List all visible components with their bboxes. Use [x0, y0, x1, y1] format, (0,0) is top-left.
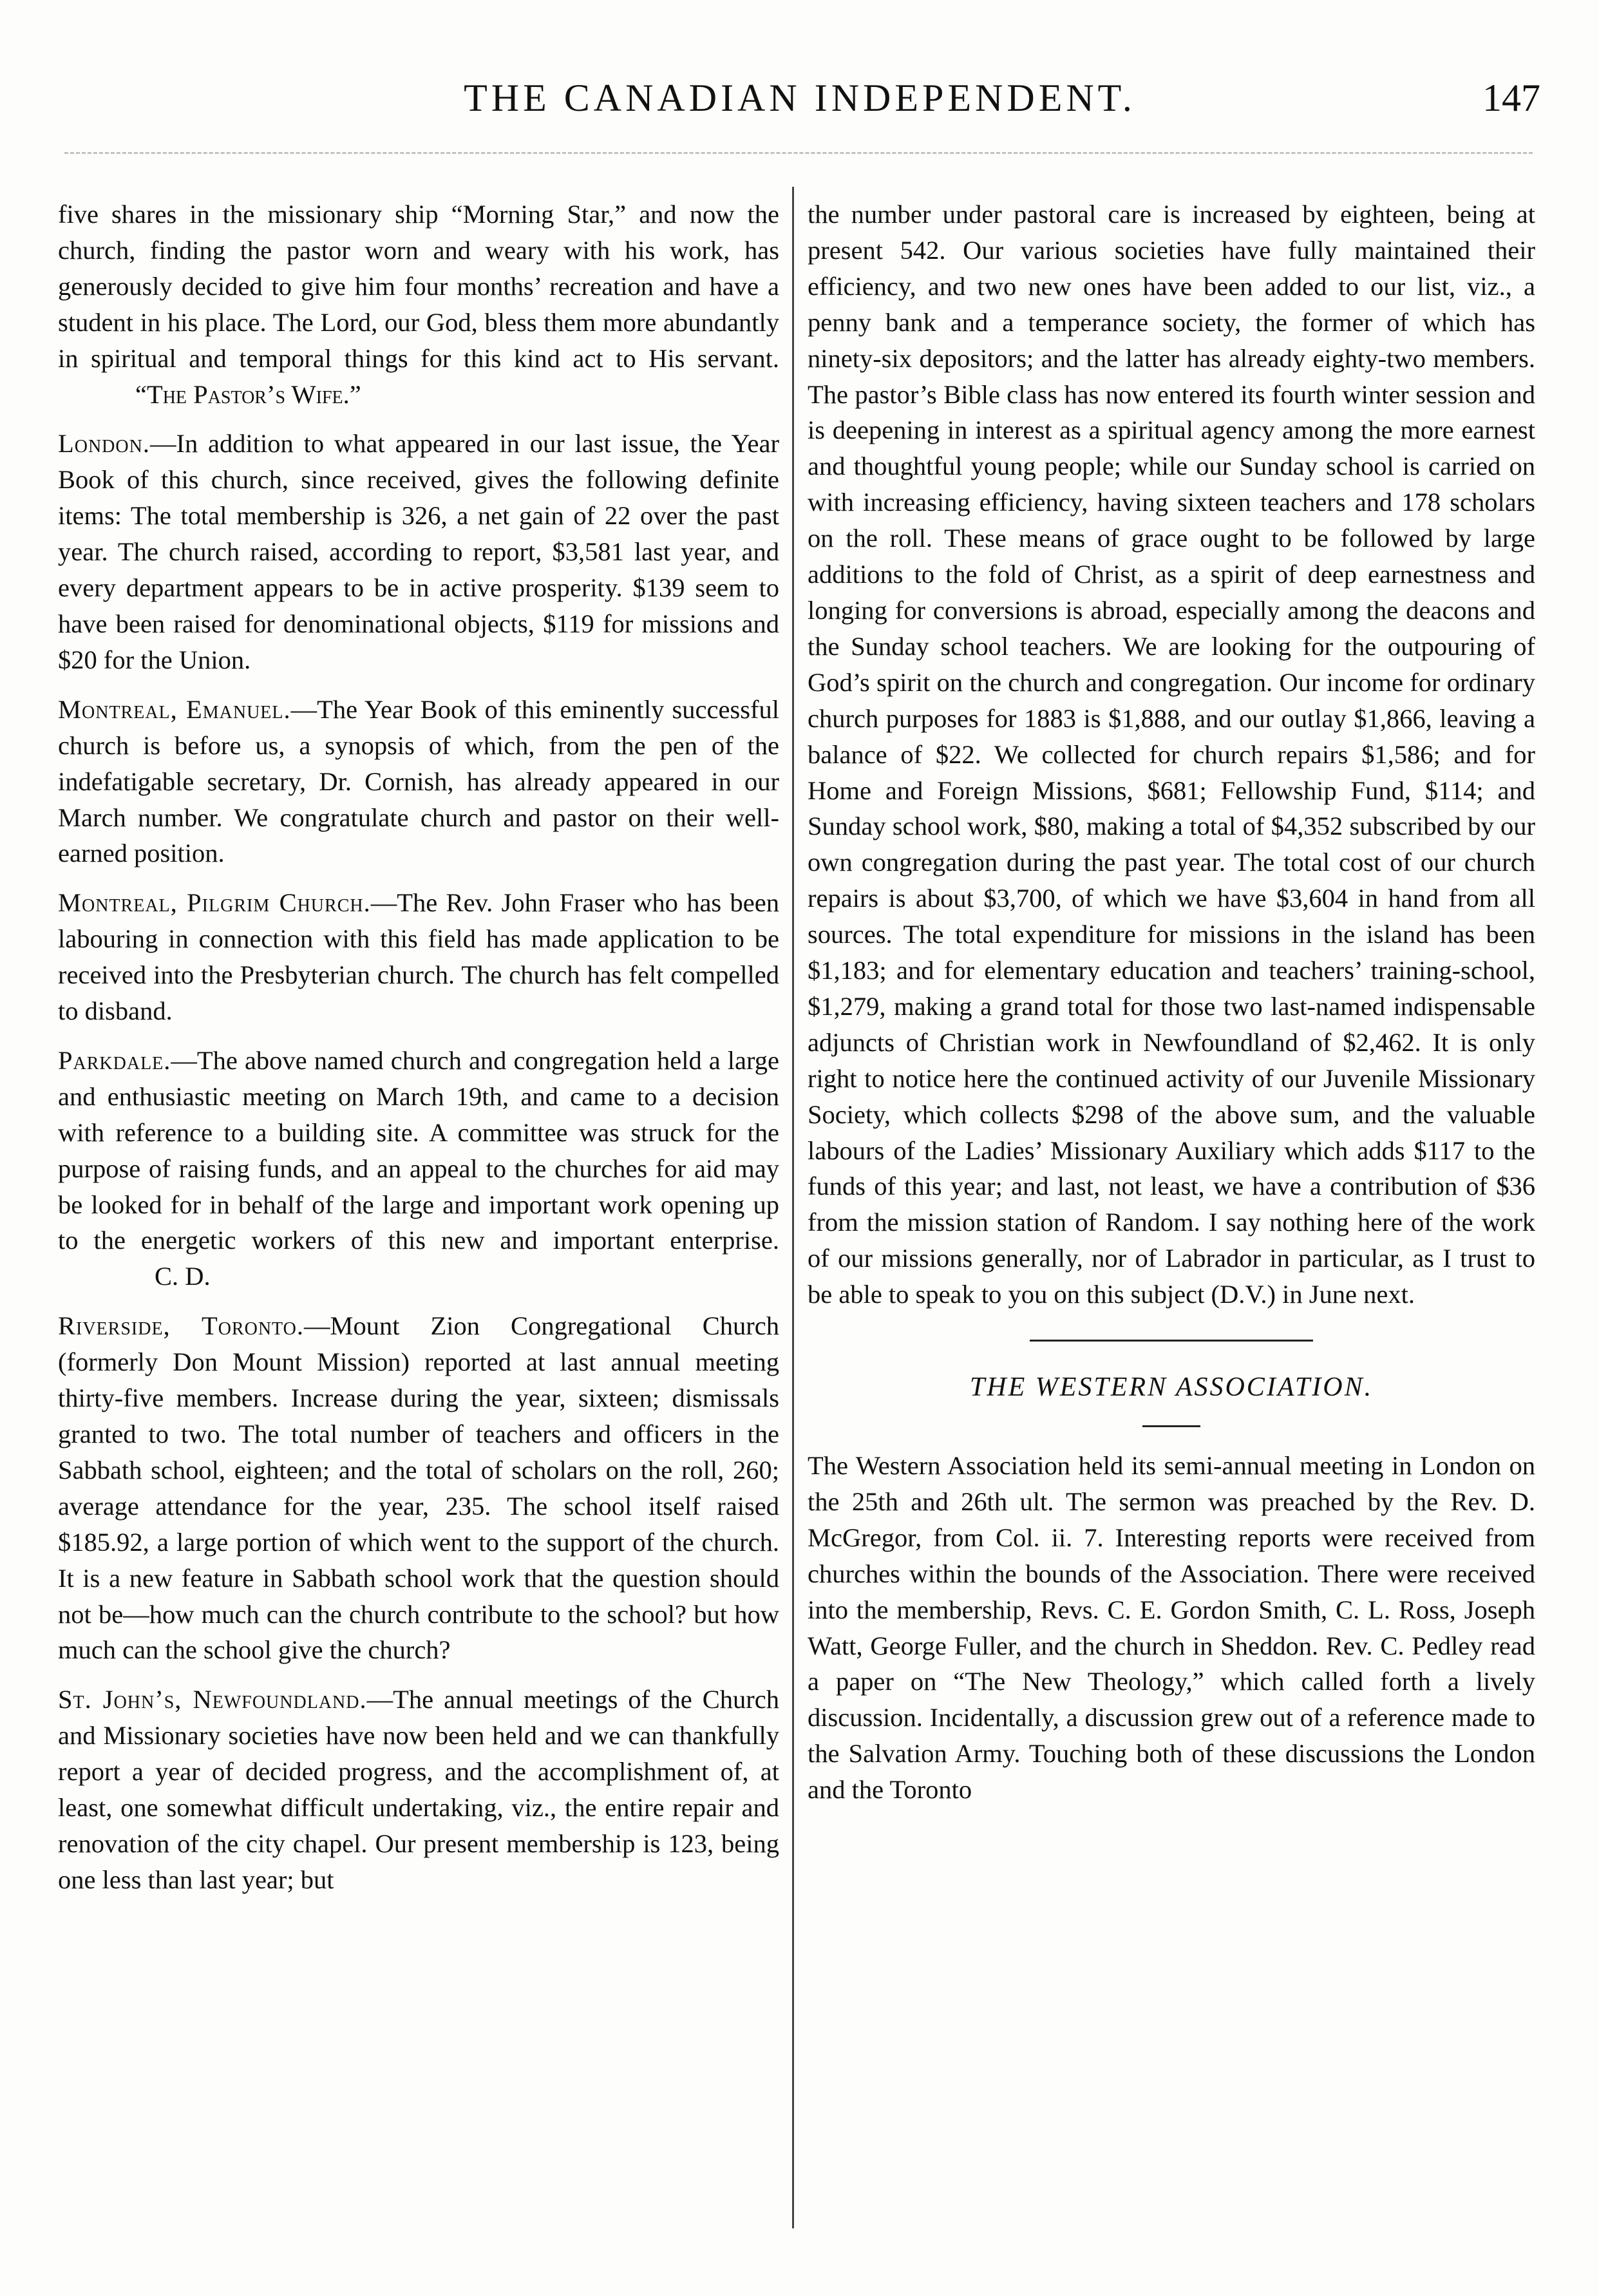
page-number: 147 [1482, 77, 1540, 119]
article-montreal-pilgrim [58, 885, 779, 1029]
right-column [808, 196, 1535, 1821]
article-text: —The Year Book of this eminently successful church is before us, a synopsis of which, from the pen of the indefatigable secretary, Dr. Cornish, has already appeared in our March number. We congratulate church and pastor on their well-earned position. [58, 694, 779, 868]
article-riverside [58, 1308, 779, 1668]
article-montreal-emanuel [58, 692, 779, 872]
article-signature: C. D. [155, 1262, 211, 1291]
column-divider [792, 187, 794, 2228]
article-heading: St. John’s, Newfoundland. [58, 1685, 367, 1714]
left-column [58, 196, 779, 1912]
article-london [58, 426, 779, 678]
article-text: —The above named church and congregation held a large and enthusiastic meeting on March 19th, and came to a decision with reference to a building site. A committee was struck for the purpose of raising funds, and an appeal to the churches for aid may be looked for in behalf of the large and important work opening up to the energetic workers of this new and important enterprise. [58, 1045, 779, 1255]
article-text: five shares in the missionary ship “Morning Star,” and now the church, finding the pastor worn and weary with his work, has generously decided to give him four months’ recreation and have a student in his place. The Lord, our God, bless them more abundantly in spiritual and temporal things for this kind act to His servant. [58, 200, 779, 373]
article-pastors-wife [58, 196, 779, 412]
section-rule [1030, 1340, 1313, 1342]
section-title-rule [1142, 1425, 1200, 1427]
article-heading: Parkdale. [58, 1045, 171, 1075]
article-western-association: The Western Association held its semi-annual meeting in London on the 25th and 26th ult. The sermon was preached by the Rev. D. McGregor, from Col. ii. 7. Interesting reports were received from churches within the bounds of the Association. There were received into the membership, Revs. C. E. Gordon Smith, C. L. Ross, Joseph Watt, George Fuller, and the church in Sheddon. Rev. C. Pedley read a paper on “The New Theology,” which called forth a lively discussion. Incidentally, a discussion grew out of a reference made to the Salvation Army. Touching both of these discussions the London and the Toronto [808, 1451, 1535, 1805]
article-signature: “The Pastor’s Wife.” [135, 379, 361, 409]
article-heading: London. [58, 429, 150, 459]
journal-title: THE CANADIAN INDEPENDENT. [464, 77, 1136, 119]
article-heading: Montreal, Emanuel. [58, 694, 291, 724]
running-header [59, 76, 1540, 134]
article-text: —In addition to what appeared in our last issue, the Year Book of this church, since received, gives the following definite items: The total membership is 326, a net gain of 22 over the past year. The church raised, according to report, $3,581 last year, and every department appears to be in active prosperity. $139 seem to have been raised for denominational objects, $119 for missions and $20 for the Union. [58, 429, 779, 674]
article-st-johns [58, 1682, 779, 1897]
article-heading: Montreal, Pilgrim Church. [58, 888, 371, 918]
article-heading: Riverside, Toronto. [58, 1311, 304, 1341]
section-title: THE WESTERN ASSOCIATION. [969, 1372, 1374, 1403]
article-text: —Mount Zion Congregational Church (formerly Don Mount Mission) reported at last annual meeting thirty-five members. Increase during the year, sixteen; dismissals granted to two. The total number of teachers and officers in the Sabbath school, eighteen; and the total of scholars on the roll, 260; average attendance for the year, 235. The school itself raised $185.92, a large portion of which went to the support of the church. It is a new feature in Sabbath school work that the question should not be—how much can the church contribute to the school? but how much can the school give the church? [58, 1311, 779, 1665]
article-text: —The Rev. John Fraser who has been labouring in connection with this field has made application to be received into the Presbyterian church. The church has felt compelled to disband. [58, 888, 779, 1026]
header-rule [64, 152, 1533, 154]
article-parkdale [58, 1043, 779, 1295]
article-st-johns-continued: the number under pastoral care is increased by eighteen, being at present 542. Our various societies have fully maintained their efficiency, and two new ones have been added to our list, viz., a penny bank and a temperance society, the former of which has ninety-six depositors; and the latter has already eighty-two members. The pastor’s Bible class has now entered its fourth winter session and is deepening in interest as a spiritual agency among the more earnest and thoughtful young people; while our Sunday school is carried on with increasing efficiency, having sixteen teachers and 178 scholars on the roll. These means of grace ought to be followed by large additions to the fold of Christ, as a spirit of deep earnestness and longing for conversions is abroad, especially among the deacons and the Sunday school teachers. We are looking for the outpouring of God’s spirit on the church and congregation. Our income for ordinary church purposes for 1883 is $1,888, and our outlay $1,866, leaving a balance of $22. We collected for church repairs $1,586; and for Home and Foreign Missions, $681; Fellowship Fund, $114; and Sunday school work, $80, making a total of $4,352 subscribed by our own congregation during the past year. The total cost of our church repairs is about $3,700, of which we have $3,604 in hand from all sources. The total expenditure for missions in the island has been $1,183; and for elementary education and teachers’ training-school, $1,279, making a grand total for those two last-named indispensable adjuncts of Christian work in Newfoundland of $2,462. It is only right to notice here the continued activity of our Juvenile Missionary Society, which collects $298 of the above sum, and the valuable labours of the Ladies’ Missionary Auxiliary which adds $117 to the funds of this year; and last, not least, we have a contribution of $36 from the mission station of Random. I say nothing here of the work of our missions generally, nor of Labrador in particular, as I trust to be able to speak to you on this subject (D.V.) in June next. [808, 200, 1535, 1309]
article-text: —The annual meetings of the Church and Missionary societies have now been held and we can thankfully report a year of decided progress, and the accomplishment of, at least, one somewhat difficult undertaking, viz., the entire repair and renovation of the city chapel. Our present membership is 123, being one less than last year; but [58, 1685, 779, 1894]
